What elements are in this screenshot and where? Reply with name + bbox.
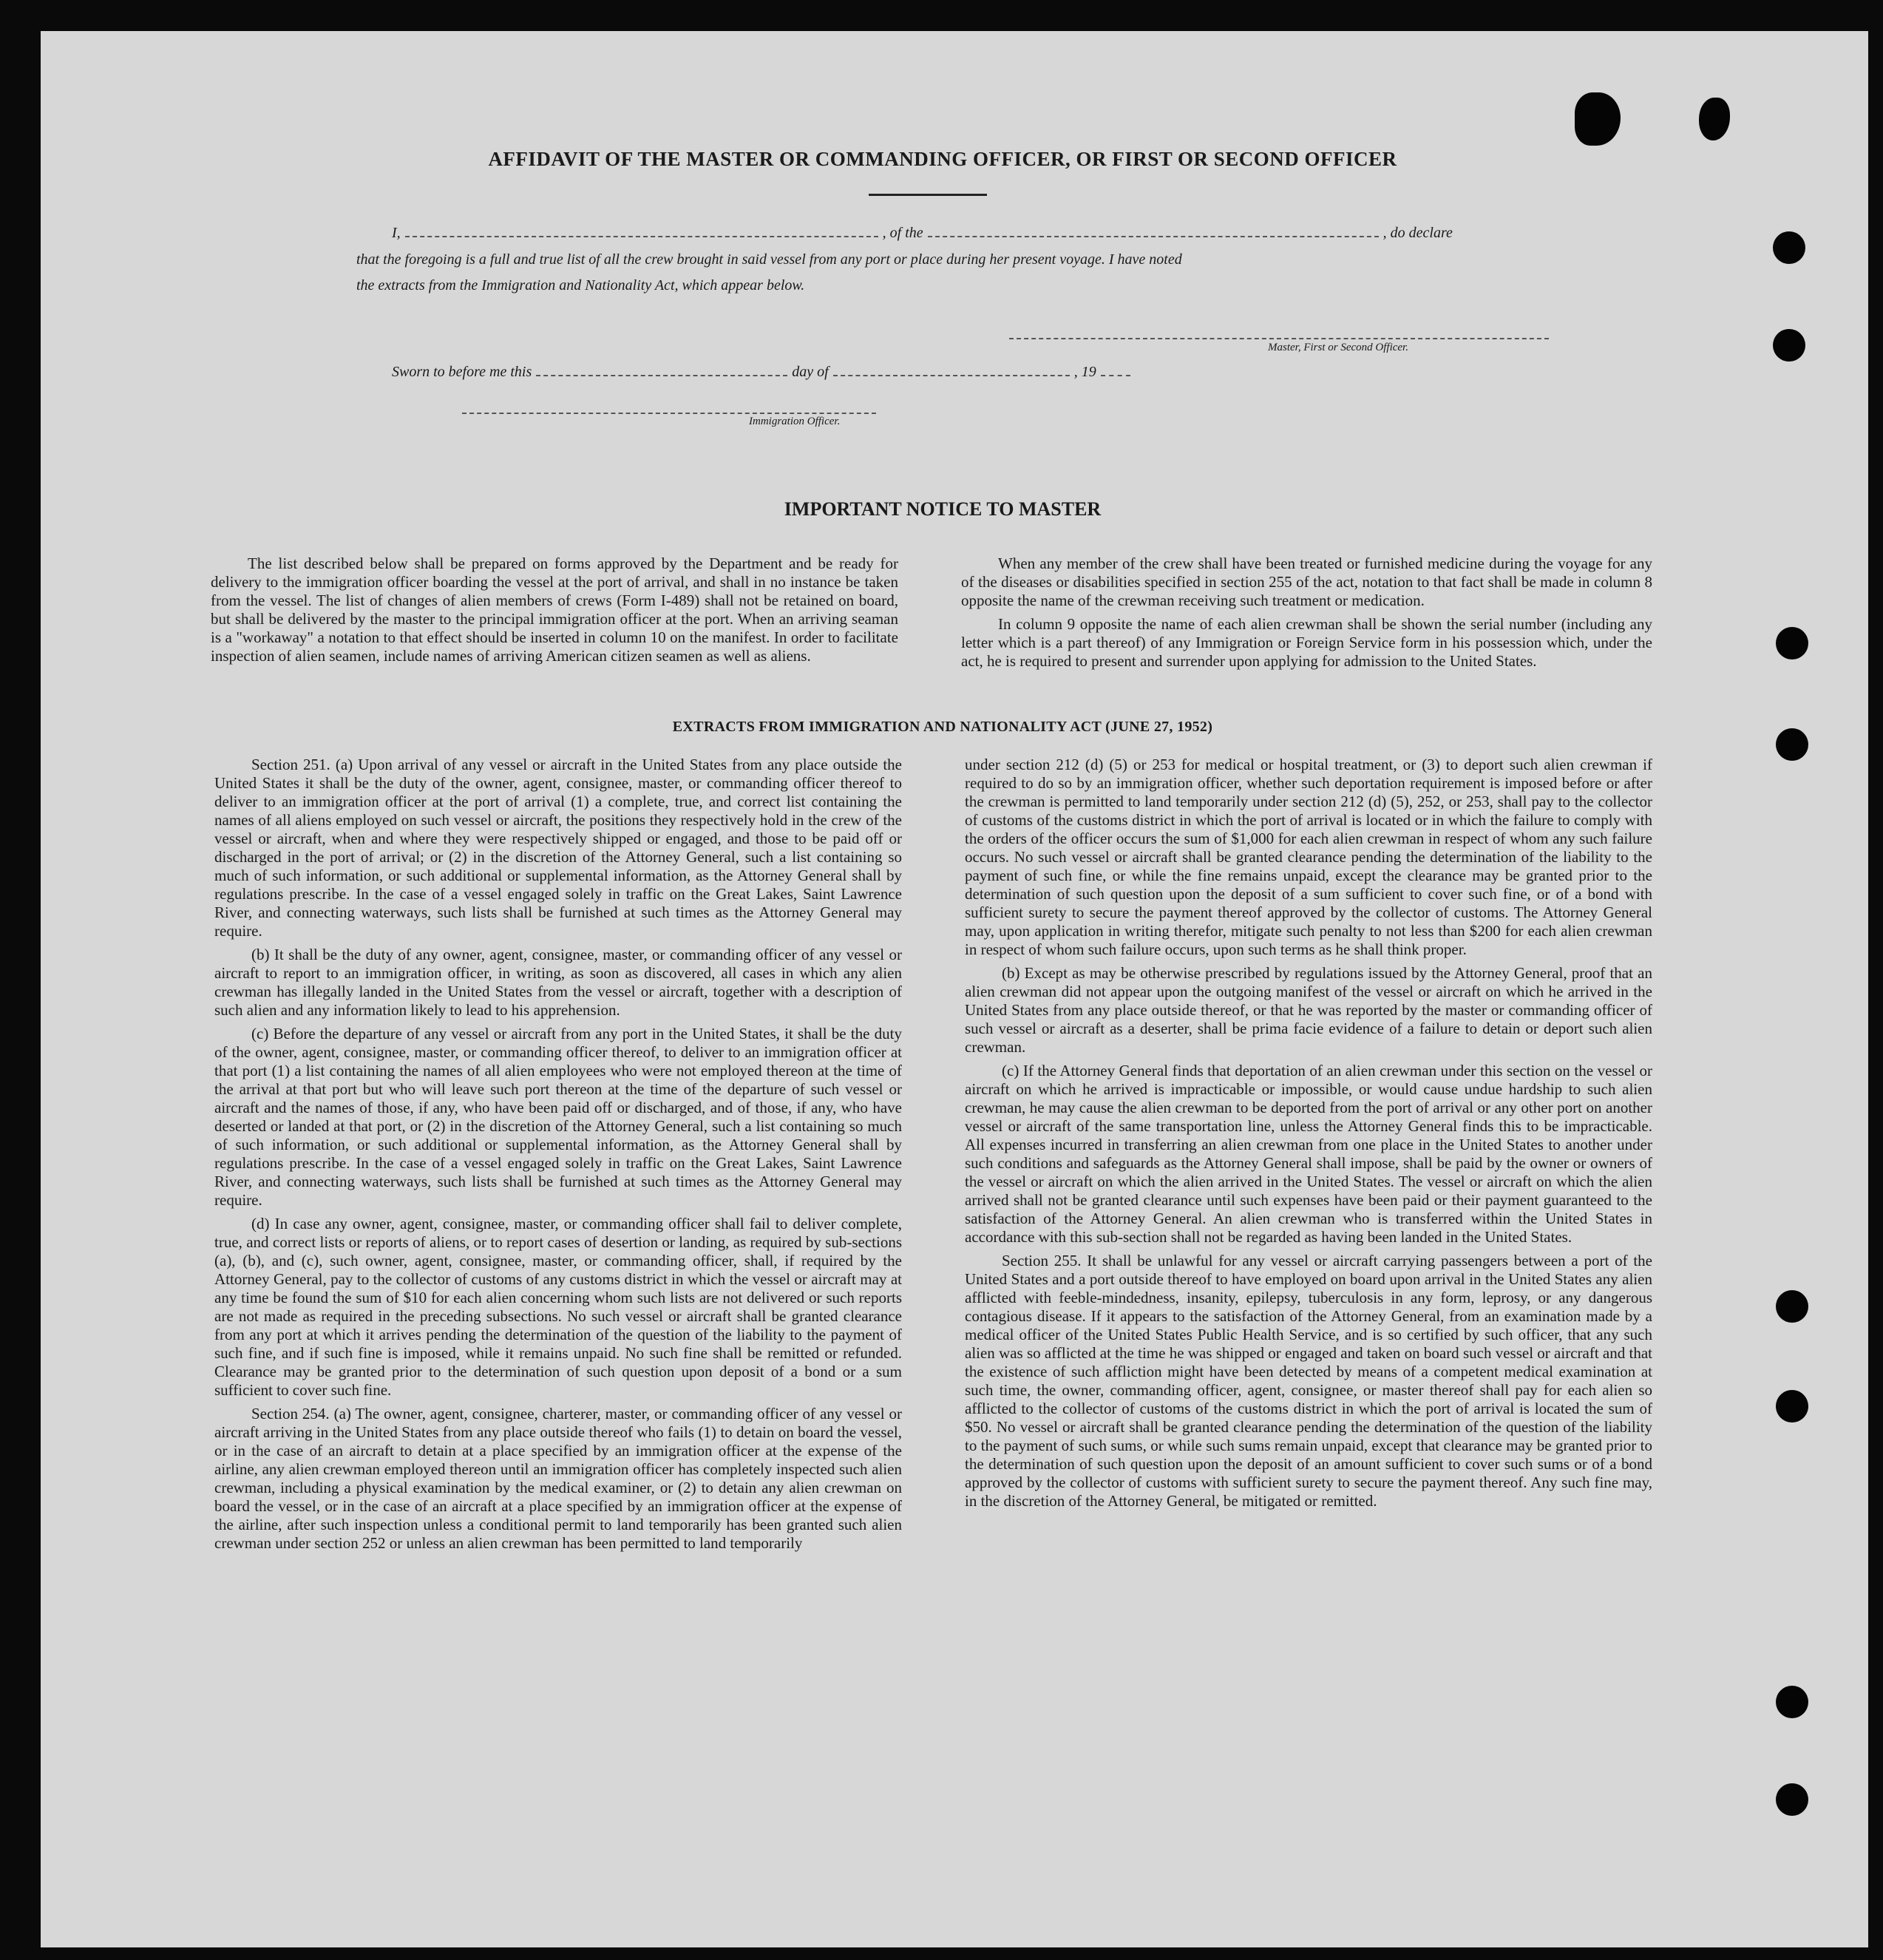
extracts-left-column xyxy=(214,756,902,1558)
punch-hole xyxy=(1776,1290,1808,1323)
extracts-title: EXTRACTS FROM IMMIGRATION AND NATIONALITY ACT (JUNE 27, 1952) xyxy=(672,719,1213,735)
extracts-right-column xyxy=(965,756,1652,1516)
section-251b: (b) It shall be the duty of any owner, agent, consignee, master, or commanding officer of any vessel or aircraft to report to an immigration officer, in writing, as soon as discovered, all cases in which any alien crewman has illegally landed in the United States from the vessel or aircraft, together with a description of such alien and any information likely to lead to his apprehension. xyxy=(214,946,902,1019)
master-signature-label: Master, First or Second Officer. xyxy=(1268,342,1408,353)
year-blank[interactable] xyxy=(1101,374,1130,376)
affidavit-title: AFFIDAVIT OF THE MASTER OR COMMANDING OFFICER, OR FIRST OR SECOND OFFICER xyxy=(488,148,1397,170)
section-254a-continued: under section 212 (d) (5) or 253 for medical or hospital treatment, or (3) to deport such alien crewman if required to do so by an immigration officer, whether such deportation requirement is imposed before or after the crewman is permitted to land temporarily under section 212 (d) (5), 252, or 253, shall pay to the collector of customs of the customs district in which the port of arrival is located or in which the failure to comply with the orders of the officer occurs the sum of $1,000 for each alien crewman in respect of whom any such failure occurs. No such vessel or aircraft shall be granted clearance pending the determination of the liability to the payment of such fine, or while the fine remains unpaid, except the clearance may be granted prior to the determination of such question upon the deposit of a sum sufficient to cover such fine, or of a bond with sufficient surety to secure the payment thereof approved by the collector of customs. The Attorney General may, upon application in writing therefor, mitigate such penalty to not less than $200 for each alien crewman in respect of whom such failure occurs, upon such terms as he shall think proper. xyxy=(965,756,1652,958)
affidavit-i: I, xyxy=(392,225,401,241)
punch-hole xyxy=(1776,627,1808,659)
punch-hole xyxy=(1776,1390,1808,1422)
year-label: , 19 xyxy=(1073,364,1096,380)
section-251c: (c) Before the departure of any vessel or aircraft from any port in the United States, it shall be the duty of the owner, agent, consignee, master, or commanding officer thereof, to deliver to an immigration officer at that port (1) a list containing the names of all alien employees who were not employed thereon at the time of the arrival at that port but who will leave such port thereon at the time of the departure of such vessel or aircraft and the names of those, if any, who have been paid off or discharged, and of those, if any, who have deserted or landed at that port, or (2) in the discretion of the Attorney General, such a list containing so much of such information, or such additional or supplemental information, as the Attorney General shall by regulations prescribe. In the case of a vessel engaged solely in traffic on the Great Lakes, Saint Lawrence River, and connecting waterways, such lists shall be furnished at such times as the Attorney General may require. xyxy=(214,1025,902,1209)
notice-right-column xyxy=(961,555,1652,676)
sworn-line xyxy=(392,364,1135,381)
affidavit-line-2: that the foregoing is a full and true list of all the crew brought in said vessel from any port or place during her present voyage. I have noted xyxy=(356,251,1182,268)
affidavit-of-the: , of the xyxy=(882,225,923,241)
title-rule xyxy=(869,194,987,196)
sworn-day-blank[interactable] xyxy=(536,374,787,376)
punch-hole xyxy=(1773,231,1805,264)
master-signature-line[interactable] xyxy=(1009,338,1549,339)
section-251d: (d) In case any owner, agent, consignee, master, or commanding officer shall fail to deliver complete, true, and correct lists or reports of aliens, or to report cases of desertion or landing, as required by sub-sections (a), (b), and (c), such owner, agent, consignee, master, or commanding officer, shall, if required by the Attorney General, pay to the collector of customs of any customs district in which the vessel or aircraft may at any time be found the sum of $10 for each alien concerning whom such lists are not delivered or such reports are not made as required in the preceding subsections. No such vessel or aircraft shall be granted clearance from any port at which it arrives pending the determination of the question of the liability to the payment of such fine, and if such fine is imposed, while it remains unpaid. No such fine shall be remitted or refunded. Clearance may be granted prior to the determination of such question upon deposit of a bond or a sum sufficient to cover such fine. xyxy=(214,1215,902,1399)
section-251a: Section 251. (a) Upon arrival of any vessel or aircraft in the United States from any place outside the United States it shall be the duty of the owner, agent, consignee, master, or commanding officer thereof to deliver to an immigration officer at the port of arrival (1) a complete, true, and correct list containing the names of all aliens employed on such vessel or aircraft, the positions they respectively hold in the crew of the vessel or aircraft, when and where they were respectively shipped or engaged, and those to be paid off or discharged in the port of arrival; or (2) in the discretion of the Attorney General, such a list containing so much of such information, or such additional or supplemental information, as the Attorney General shall by regulations prescribe. In the case of a vessel engaged solely in traffic on the Great Lakes, Saint Lawrence River, and connecting waterways, such lists shall be furnished at such times as the Attorney General may require. xyxy=(214,756,902,940)
notice-left-column xyxy=(211,555,898,671)
notice-left-paragraph: The list described below shall be prepared on forms approved by the Department and be ready for delivery to the immigration officer boarding the vessel at the port of arrival, and shall in no instance be taken from the vessel. The list of changes of alien members of crews (Form I-489) shall not be retained on board, but shall be delivered by the master to the principal immigration officer at the port. When an arriving seaman is a "workaway" a notation to that effect should be inserted in column 10 on the manifest. In order to facilitate inspection of alien seamen, include names of arriving American citizen seamen as well as aliens. xyxy=(211,555,898,665)
day-of-label: day of xyxy=(792,364,829,380)
punch-hole xyxy=(1776,1686,1808,1718)
month-blank[interactable] xyxy=(833,374,1070,376)
notice-right-paragraph-2: In column 9 opposite the name of each alien crewman shall be shown the serial number (including any letter which is a part thereof) of any Immigration or Foreign Service form in his possession which, under the act, he is required to present and surrender upon applying for admission to the United States. xyxy=(961,615,1652,670)
section-255: Section 255. It shall be unlawful for any vessel or aircraft carrying passengers between a port of the United States and a port outside thereof to have employed on board upon arrival in the United States any alien afflicted with feeble-mindedness, insanity, epilepsy, tuberculosis in any form, leprosy, or any dangerous contagious disease. If it appears to the satisfaction of the Attorney General, from an examination made by a medical officer of the United States Public Health Service, and is so certified by such officer, that any such alien was so afflicted at the time he was shipped or engaged and taken on board such vessel or aircraft and that the existence of such affliction might have been detected by means of a competent medical examination at such time, the owner, commanding officer, agent, consignee, or master thereof shall pay for each alien so afflicted to the collector of customs of the customs district in which the port of arrival is located the sum of $50. No vessel or aircraft shall be granted clearance pending the determination of the question of the liability to the payment of such sums, or while such sums remain unpaid, except that clearance may be granted prior to the determination of such question upon the deposit of an amount sufficient to cover such sums or of a bond approved by the collector of customs with sufficient surety to secure the payment thereof. Any such fine may, in the discretion of the Attorney General, be mitigated or remitted. xyxy=(965,1252,1652,1510)
affidavit-line-3: the extracts from the Immigration and Nationality Act, which appear below. xyxy=(356,277,805,294)
sworn-label: Sworn to before me this xyxy=(392,364,532,380)
affidavit-do-declare: , do declare xyxy=(1382,225,1453,241)
notice-right-paragraph-1: When any member of the crew shall have been treated or furnished medicine during the voyage for any of the diseases or disabilities specified in section 255 of the act, notation to that fact shall be made in column 8 opposite the name of the crewman receiving such treatment or medication. xyxy=(961,555,1652,609)
punch-hole xyxy=(1776,1783,1808,1816)
section-254a: Section 254. (a) The owner, agent, consignee, charterer, master, or commanding officer of any vessel or aircraft arriving in the United States from any place outside thereof who fails (1) to detain on board the vessel, or in the case of an aircraft to detain at a place specified by an immigration officer at the expense of the airline, any alien crewman employed thereon until an immigration officer has completely inspected such alien crewman, including a physical examination by the medical examiner, or (2) to detain any alien crewman on board the vessel, or in the case of an aircraft at a place specified by an immigration officer at the expense of the airline, after such inspection unless a conditional permit to land temporarily has been granted such alien crewman under section 252 or unless an alien crewman has been permitted to land temporarily xyxy=(214,1405,902,1552)
document-page xyxy=(41,31,1868,1947)
notice-title: IMPORTANT NOTICE TO MASTER xyxy=(784,498,1102,520)
punch-hole xyxy=(1773,329,1805,362)
section-254c: (c) If the Attorney General finds that deportation of an alien crewman under this section on the vessel or aircraft on which he arrived is impracticable or impossible, or would cause undue hardship to such alien crewman, he may cause the alien crewman to be deported from the port of arrival or any other port on another vessel or aircraft of the same transportation line, unless the Attorney General finds this to be impracticable. All expenses incurred in transferring an alien crewman from one place in the United States to another under such conditions and safeguards as the Attorney General shall impose, shall be paid by the owner or owners of the vessel or aircraft on which the alien arrived in the United States. The vessel or aircraft on which the alien arrived shall not be granted clearance until such expenses have been paid or their payment guaranteed to the satisfaction of the Attorney General. An alien crewman who is transferred within the United States in accordance with this sub-section shall not be regarded as having been landed in the United States. xyxy=(965,1062,1652,1246)
immigration-officer-label: Immigration Officer. xyxy=(749,416,841,427)
name-blank[interactable] xyxy=(405,235,878,237)
affidavit-line-1 xyxy=(392,225,1549,242)
vessel-blank[interactable] xyxy=(928,235,1379,237)
immigration-officer-signature-line[interactable] xyxy=(462,413,876,414)
section-254b: (b) Except as may be otherwise prescribed by regulations issued by the Attorney General, proof that an alien crewman did not appear upon the outgoing manifest of the vessel or aircraft on which he arrived in the United States from any place outside thereof, or that he was reported by the master or commanding officer of such vessel or aircraft as a deserter, shall be prima facie evidence of a failure to detain or deport such alien crewman. xyxy=(965,964,1652,1056)
punch-hole xyxy=(1776,728,1808,761)
